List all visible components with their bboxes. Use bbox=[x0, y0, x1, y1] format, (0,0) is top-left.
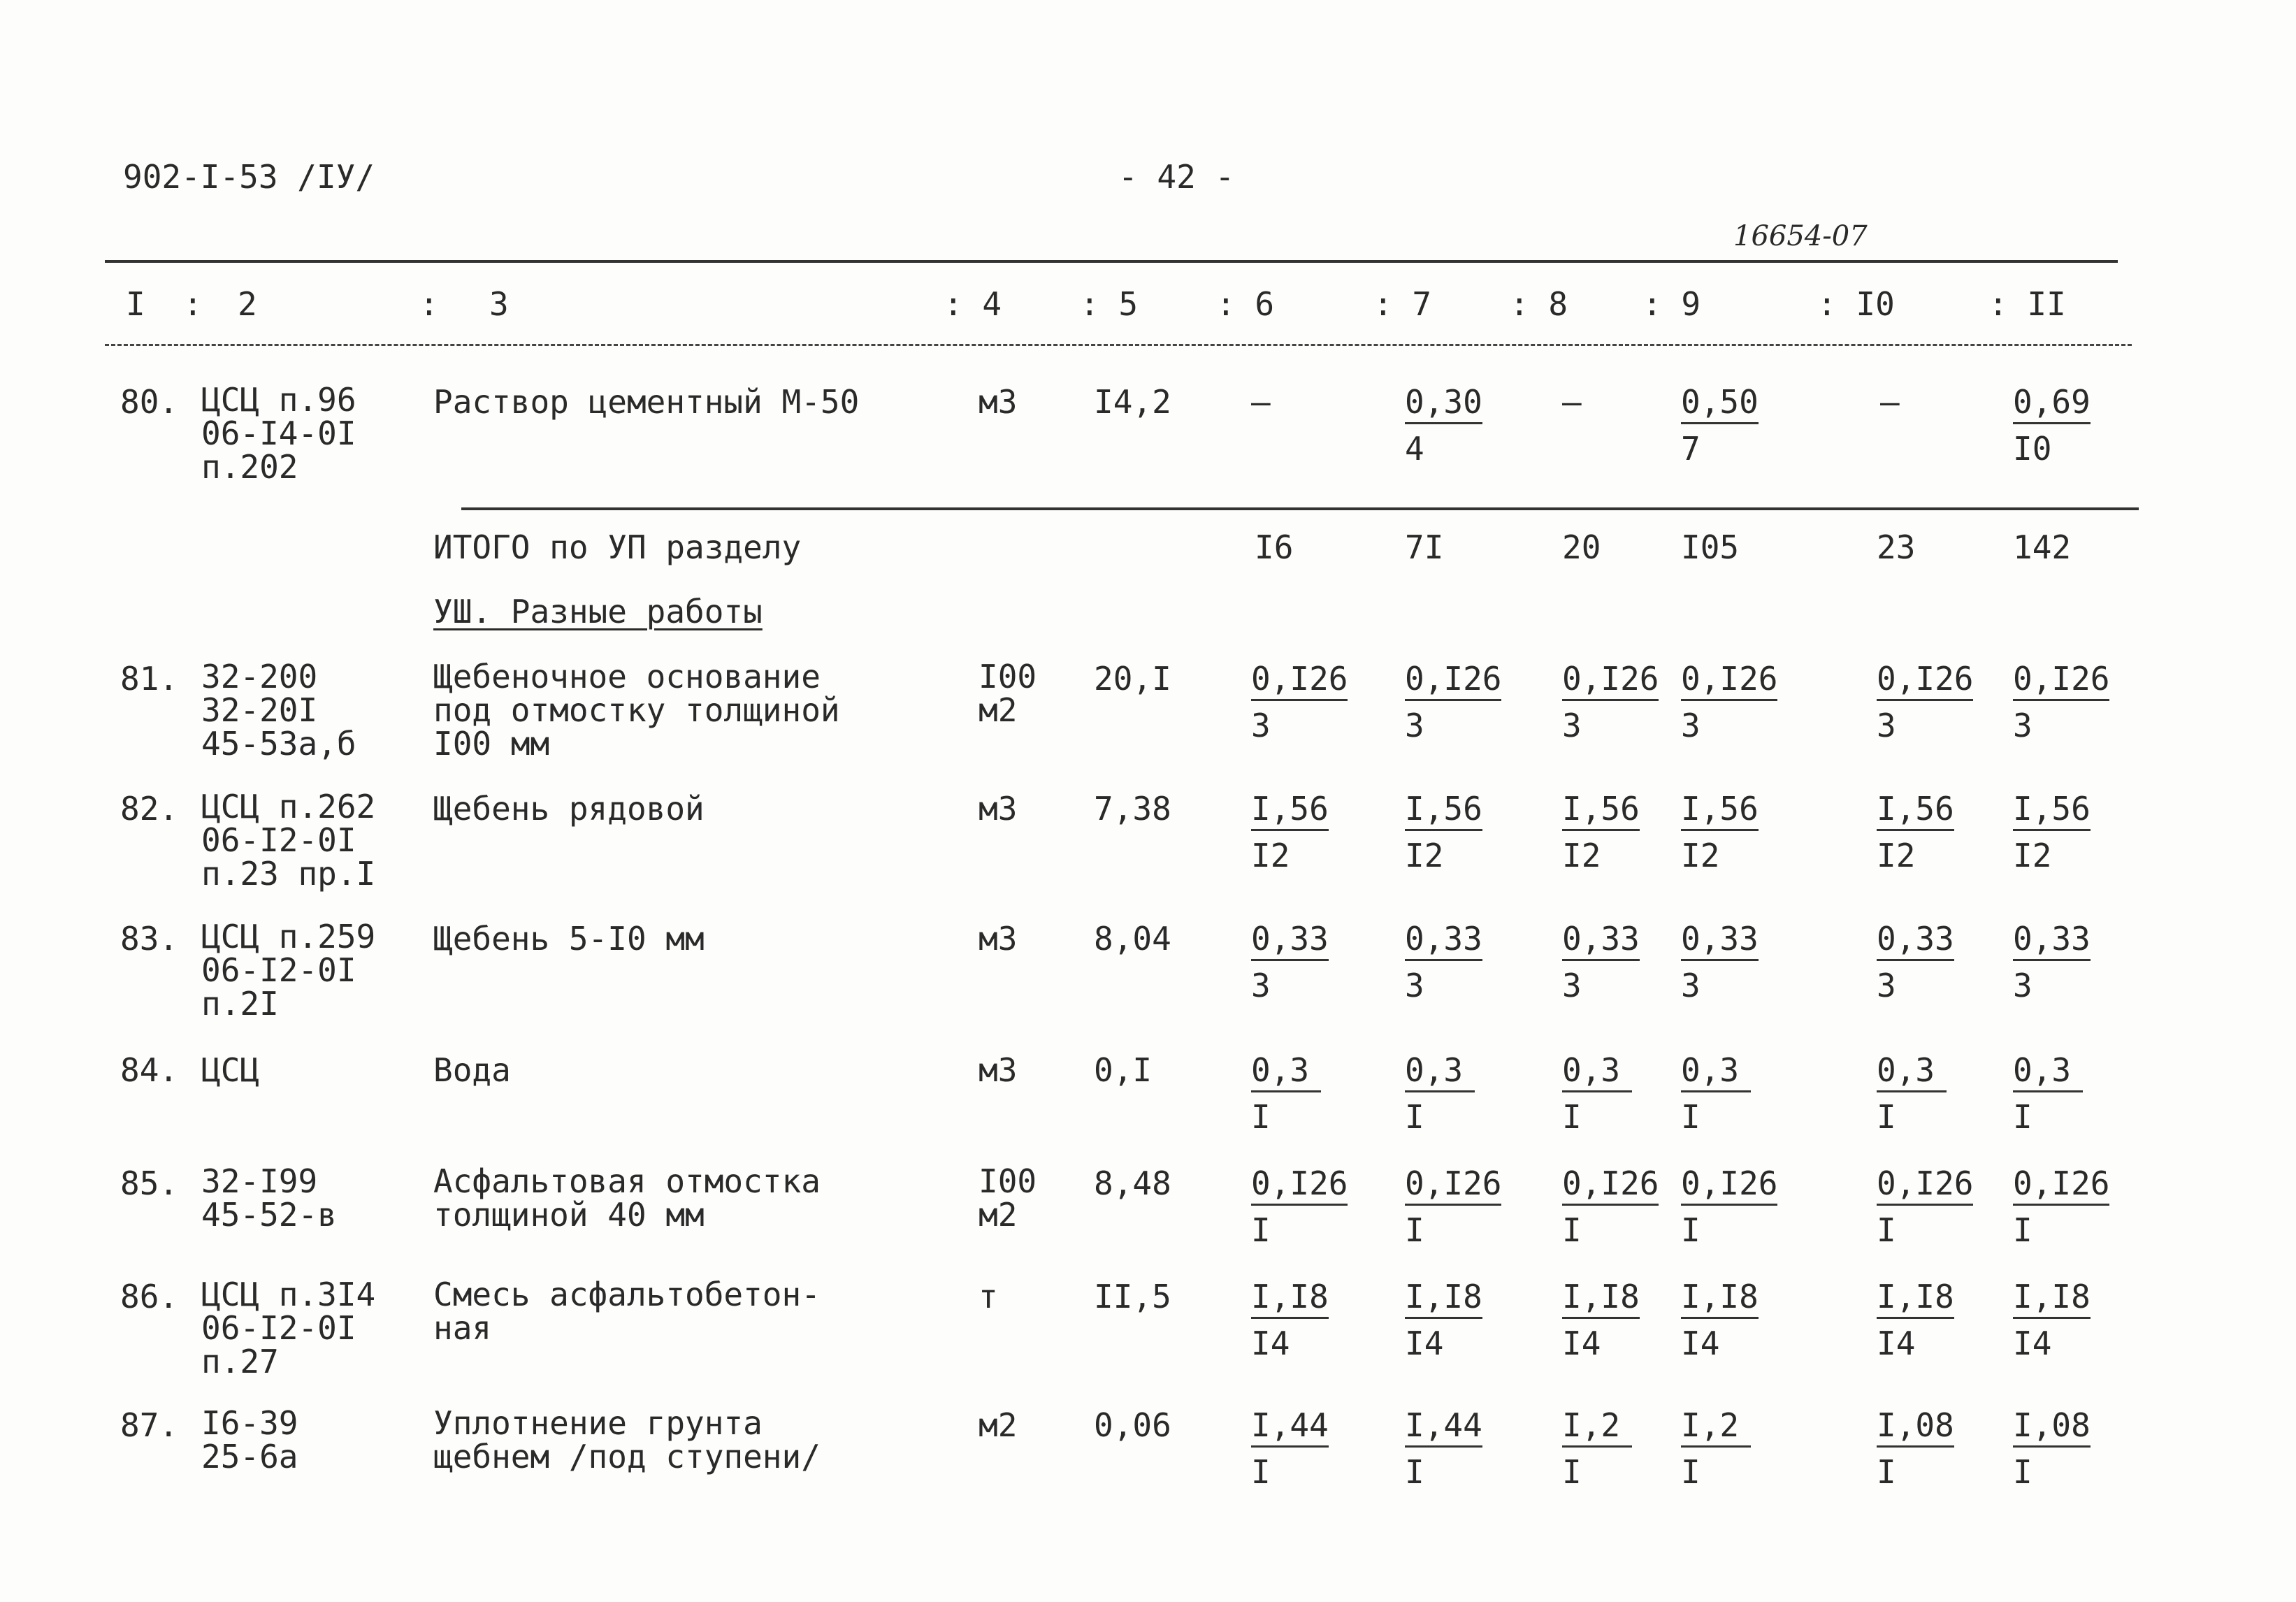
row-qty: II,5 bbox=[1094, 1278, 1171, 1315]
section-title: УШ. Разные работы bbox=[433, 593, 763, 630]
page-number: - 42 - bbox=[1118, 158, 1235, 196]
cell-c11: 0,69 I0 bbox=[2013, 383, 2091, 468]
cell-c7: I,44 I bbox=[1405, 1406, 1482, 1491]
cell-c10: 0,3 I bbox=[1877, 1054, 1947, 1133]
cell-c8: – bbox=[1562, 383, 1582, 421]
cell-c6: I,44 I bbox=[1251, 1406, 1329, 1491]
cell-c10: I,I8 I4 bbox=[1877, 1278, 1954, 1362]
cell-c8: I,2 I bbox=[1562, 1409, 1632, 1488]
row-name: Раствор цементный М-50 bbox=[433, 383, 860, 421]
row-number: 80. bbox=[120, 383, 179, 421]
cell-c11: 0,33 3 bbox=[2013, 920, 2091, 1004]
row-number: 86. bbox=[120, 1278, 179, 1315]
col-num-3: 3 bbox=[489, 285, 509, 323]
row-qty: I4,2 bbox=[1094, 383, 1171, 421]
row-unit: м3 bbox=[979, 920, 1018, 958]
row-unit: I00 м2 bbox=[979, 658, 1037, 729]
row-code: ЦСЦ п.262 06-I2-0I п.23 пр.I bbox=[201, 788, 376, 893]
col-num-7: : 7 bbox=[1373, 285, 1432, 323]
cell-c6: 0,33 3 bbox=[1251, 920, 1329, 1004]
cell-c10: 0,I26 3 bbox=[1877, 660, 1974, 744]
row-unit: м3 bbox=[979, 1051, 1018, 1089]
cell-c6: I,I8 I4 bbox=[1251, 1278, 1329, 1362]
cell-c11: 0,3 I bbox=[2013, 1054, 2083, 1133]
cell-c11: I,08 I bbox=[2013, 1406, 2091, 1491]
row-qty: 0,06 bbox=[1094, 1406, 1171, 1444]
row-number: 84. bbox=[120, 1051, 179, 1089]
cell-c8: 0,I26 I bbox=[1562, 1164, 1659, 1249]
cell-c10: I,56 I2 bbox=[1877, 790, 1954, 874]
cell-c9: I,56 I2 bbox=[1681, 790, 1759, 874]
col-sep: : bbox=[419, 285, 439, 323]
cell-c7: 0,I26 I bbox=[1405, 1164, 1502, 1249]
row-name: Уплотнение грунта щебнем /под ступени/ bbox=[433, 1404, 821, 1475]
cell-c11: I,I8 I4 bbox=[2013, 1278, 2091, 1362]
cell-c8: 0,3 I bbox=[1562, 1054, 1632, 1133]
total-c11: 142 bbox=[2013, 528, 2072, 566]
col-num-6: : 6 bbox=[1216, 285, 1275, 323]
cell-c9: 0,I26 I bbox=[1681, 1164, 1778, 1249]
row-unit: м2 bbox=[979, 1406, 1018, 1444]
total-c8: 20 bbox=[1562, 528, 1601, 566]
col-num-10: : I0 bbox=[1817, 285, 1895, 323]
cell-c10: 0,I26 I bbox=[1877, 1164, 1974, 1249]
archive-number: 16654-07 bbox=[1733, 220, 1868, 252]
row-code: ЦСЦ п.96 06-I4-0I п.202 bbox=[201, 381, 356, 486]
total-c6: I6 bbox=[1255, 528, 1294, 566]
row-code: ЦСЦ п.3I4 06-I2-0I п.27 bbox=[201, 1276, 376, 1380]
row-qty: 20,I bbox=[1094, 660, 1171, 698]
col-num-2: 2 bbox=[238, 285, 257, 323]
row-number: 83. bbox=[120, 920, 179, 958]
row-code: I6-39 25-6а bbox=[201, 1404, 298, 1475]
row-name: Щебень рядовой bbox=[433, 790, 705, 828]
total-c10: 23 bbox=[1877, 528, 1916, 566]
row-code: 32-I99 45-52-в bbox=[201, 1162, 337, 1234]
total-c9: I05 bbox=[1681, 528, 1740, 566]
cell-c9: I,I8 I4 bbox=[1681, 1278, 1759, 1362]
header-top-rule bbox=[105, 260, 2118, 263]
cell-c9: I,2 I bbox=[1681, 1409, 1751, 1488]
cell-c7: I,I8 I4 bbox=[1405, 1278, 1482, 1362]
row-code: 32-200 32-20I 45-53а,б bbox=[201, 658, 356, 763]
row-name: Щебень 5-I0 мм bbox=[433, 920, 705, 958]
cell-c6: 0,3 I bbox=[1251, 1054, 1321, 1133]
row-name: Щебеночное основание под отмостку толщиной I00 мм bbox=[433, 658, 840, 763]
row-code: ЦСЦ п.259 06-I2-0I п.2I bbox=[201, 918, 376, 1023]
cell-c9: 0,50 7 bbox=[1681, 383, 1759, 468]
cell-c7: 0,33 3 bbox=[1405, 920, 1482, 1004]
row-qty: 0,I bbox=[1094, 1051, 1153, 1089]
cell-c10: – bbox=[1880, 383, 1900, 421]
row-number: 87. bbox=[120, 1406, 179, 1444]
row-number: 85. bbox=[120, 1164, 179, 1202]
col-num-5: : 5 bbox=[1080, 285, 1139, 323]
document-code: 902-I-53 /IУ/ bbox=[123, 158, 375, 196]
cell-c8: 0,33 3 bbox=[1562, 920, 1640, 1004]
total-c7: 7I bbox=[1405, 528, 1444, 566]
header-bottom-rule bbox=[105, 344, 2132, 346]
cell-c6: 0,I26 3 bbox=[1251, 660, 1348, 744]
cell-c7: 0,30 4 bbox=[1405, 383, 1482, 468]
row-qty: 7,38 bbox=[1094, 790, 1171, 828]
row-unit: м3 bbox=[979, 790, 1018, 828]
cell-c7: 0,3 I bbox=[1405, 1054, 1475, 1133]
cell-c9: 0,3 I bbox=[1681, 1054, 1751, 1133]
cell-c11: I,56 I2 bbox=[2013, 790, 2091, 874]
row-unit: м3 bbox=[979, 383, 1018, 421]
cell-c10: 0,33 3 bbox=[1877, 920, 1954, 1004]
cell-c6: I,56 I2 bbox=[1251, 790, 1329, 874]
row-name: Асфальтовая отмостка толщиной 40 мм bbox=[433, 1162, 821, 1234]
cell-c11: 0,I26 I bbox=[2013, 1164, 2110, 1249]
cell-c11: 0,I26 3 bbox=[2013, 660, 2110, 744]
cell-c7: I,56 I2 bbox=[1405, 790, 1482, 874]
cell-c9: 0,33 3 bbox=[1681, 920, 1759, 1004]
cell-c9: 0,I26 3 bbox=[1681, 660, 1778, 744]
col-num-11: : II bbox=[1988, 285, 2066, 323]
col-num-9: : 9 bbox=[1642, 285, 1701, 323]
col-num-8: : 8 bbox=[1510, 285, 1568, 323]
subtotal-rule bbox=[461, 507, 2139, 510]
cell-c8: 0,I26 3 bbox=[1562, 660, 1659, 744]
row-name: Вода bbox=[433, 1051, 511, 1089]
row-number: 81. bbox=[120, 660, 179, 698]
col-num-4: : 4 bbox=[944, 285, 1002, 323]
cell-c7: 0,I26 3 bbox=[1405, 660, 1502, 744]
cell-c10: I,08 I bbox=[1877, 1406, 1954, 1491]
cell-c6: 0,I26 I bbox=[1251, 1164, 1348, 1249]
cell-c8: I,I8 I4 bbox=[1562, 1278, 1640, 1362]
row-unit: I00 м2 bbox=[979, 1162, 1037, 1234]
row-qty: 8,48 bbox=[1094, 1164, 1171, 1202]
total-label: ИТОГО по УП разделу bbox=[433, 528, 802, 566]
cell-c6: – bbox=[1251, 383, 1271, 421]
row-code: ЦСЦ bbox=[201, 1051, 260, 1089]
col-sep: : bbox=[183, 285, 203, 323]
row-unit: т bbox=[979, 1278, 998, 1315]
col-num-1: I bbox=[126, 285, 145, 323]
row-number: 82. bbox=[120, 790, 179, 828]
cell-c8: I,56 I2 bbox=[1562, 790, 1640, 874]
row-name: Смесь асфальтобетон- ная bbox=[433, 1276, 821, 1347]
row-qty: 8,04 bbox=[1094, 920, 1171, 958]
